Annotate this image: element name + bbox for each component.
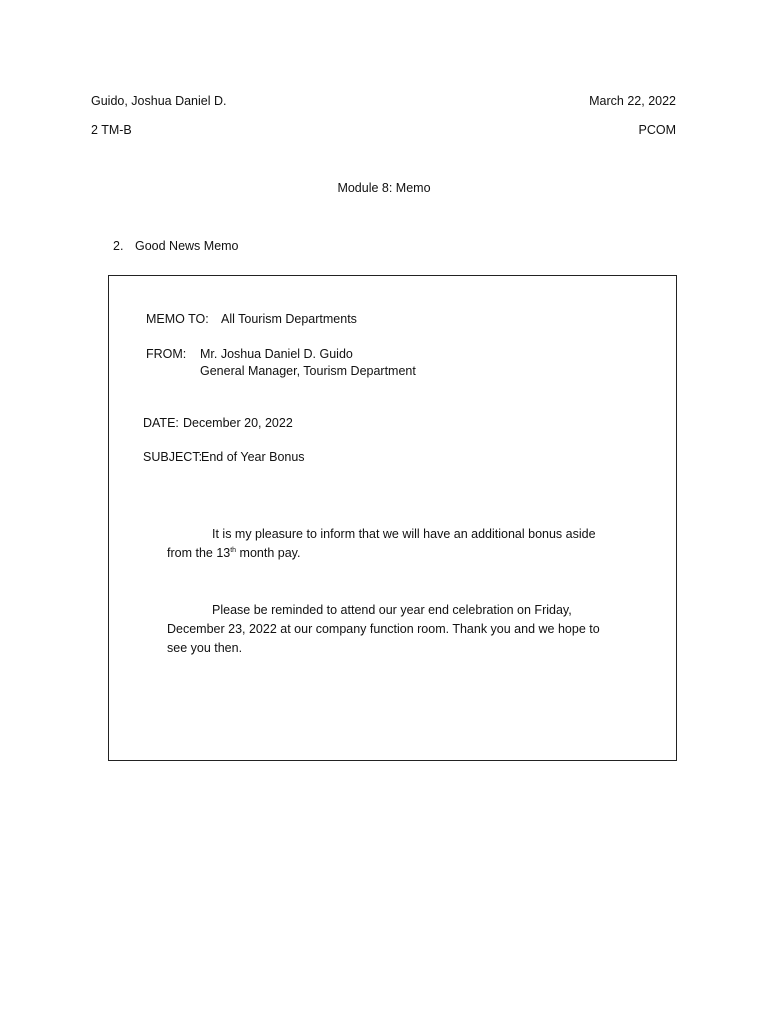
document-date: March 22, 2022 [589,94,676,108]
module-title: Module 8: Memo [337,181,431,195]
memo-subject-label: SUBJECT: [143,450,203,464]
memo-paragraph-1 [167,525,607,563]
item-number: 2. [113,239,124,253]
memo-to-value: All Tourism Departments [221,312,357,326]
memo-date-label: DATE: [143,416,179,430]
course-code: PCOM [638,123,676,137]
memo-to-label: MEMO TO: [146,312,209,326]
memo-from-title: General Manager, Tourism Department [200,364,416,378]
student-name: Guido, Joshua Daniel D. [91,94,227,108]
item-title: Good News Memo [135,239,239,253]
memo-date-value: December 20, 2022 [183,416,293,430]
memo-from-label: FROM: [146,347,187,361]
memo-from-name: Mr. Joshua Daniel D. Guido [200,347,353,361]
memo-paragraph-1-end: month pay. [236,546,301,560]
section-label: 2 TM-B [91,123,132,137]
memo-paragraph-1-text: It is my pleasure to inform that we will have an additional bonus aside from the 13 [167,527,596,560]
memo-paragraph-2-text: Please be reminded to attend our year end celebration on Friday, December 23, 2022 at our company function room. Thank you and we hope to see you then. [167,603,600,655]
memo-box [108,275,677,761]
memo-subject-value: End of Year Bonus [201,450,305,464]
ordinal-suffix: th [230,547,237,554]
memo-paragraph-2 [167,601,607,658]
